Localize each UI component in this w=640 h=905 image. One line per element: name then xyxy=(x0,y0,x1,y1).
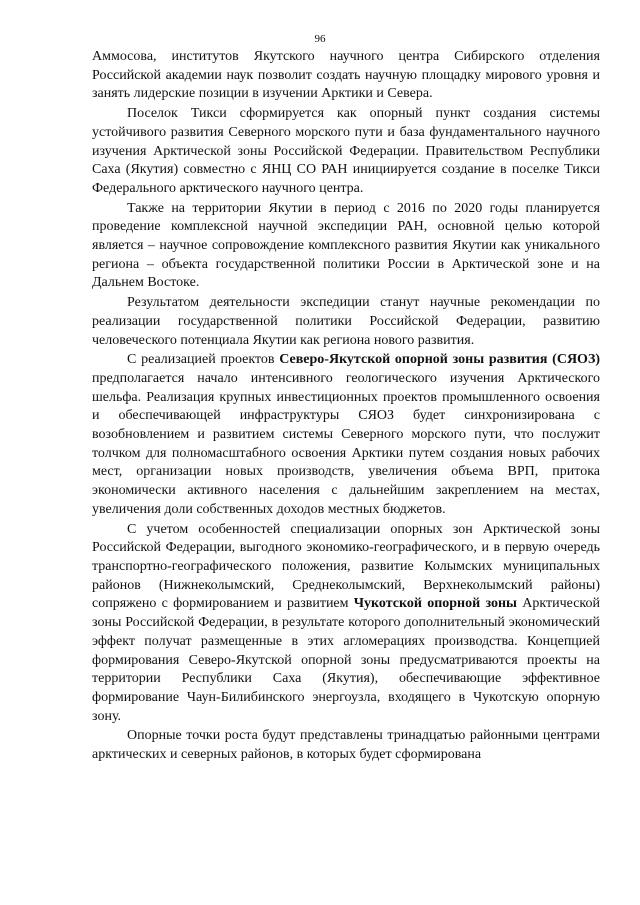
paragraph xyxy=(92,727,600,764)
text-run: С реализацией проектов xyxy=(127,352,280,368)
bold-term: Северо-Якутской опорной зоны развития (СЯОЗ) xyxy=(279,352,600,368)
page-number: 96 xyxy=(314,33,326,45)
text-run: Аммосова, институтов Якутского научного центра Сибирского отделения Российской академии наук позволит создать научную площадку мирового уровня и занять лидерские позиции в изучении Арктики и Севера. xyxy=(92,49,600,102)
text-run: Арктической зоны Российской Федерации, в результате которого дополнительный экономический эффект получат размещенные в этих агломерациях производства. Концепцией формирования Северо-Якутской опорной зоны предусматриваются проекты на территории Республики Саха (Якутия), обеспечивающие эффективное формирование Чаун-Билибинского энергоузла, входящего в Чукотскую опорную зону. xyxy=(92,596,600,724)
text-run: С учетом особенностей специализации опорных зон Арктической зоны Российской Федерации, выгодного экономико-географического, и в первую очередь транспортно-географического положения, развитие Колымских муниципальных районов (Нижнеколымский, Среднеколымский, Верхнеколымский районы) сопряжено с формированием и развитием xyxy=(92,521,600,612)
text-run: Также на территории Якутии в период с 2016 по 2020 годы планируется проведение комплексной научной экспедиции РАН, основной целью которой является – научное сопровождение комплексного развития Якутии как уникального региона – объекта государственной политики России в Арктической зоне и на Дальнем Востоке. xyxy=(92,200,600,291)
paragraph xyxy=(92,351,600,519)
text-run: Поселок Тикси сформируется как опорный пункт создания системы устойчивого развития Северного морского пути и база фундаментального научного изучения Арктической зоны Российской Федерации. Правительством Республики Саха (Якутия) совместно с ЯНЦ СО РАН инициируется создание в поселке Тикси Федерального арктического научного центра. xyxy=(92,106,600,196)
paragraph xyxy=(92,105,600,199)
paragraph xyxy=(92,521,600,727)
text-run: Опорные точки роста будут представлены тринадцатью районными центрами арктических и северных районов, в которых будет сформирована xyxy=(92,728,600,763)
body-text xyxy=(92,48,600,765)
bold-term: Чукотской опорной зоны xyxy=(353,596,517,612)
text-run: Результатом деятельности экспедиции станут научные рекомендации по реализации государственной политики Российской Федерации, развитию человеческого потенциала Якутии как региона нового развития. xyxy=(92,295,600,348)
paragraph xyxy=(92,294,600,350)
text-run: предполагается начало интенсивного геологического изучения Арктического шельфа. Реализация крупных инвестиционных проектов промышленного освоения и обеспечивающей инфраструктуры СЯОЗ будет синхронизирована с возобновлением и развитием системы Северного морского пути, что послужит толчком для полномасштабного освоения Арктики путем создания новых рабочих мест, организации новых производств, увеличения объема ВРП, притока экономически активного населения с дальнейшим закреплением на местах, увеличения доли собственных доходов местных бюджетов. xyxy=(92,370,600,517)
paragraph xyxy=(92,48,600,104)
paragraph xyxy=(92,200,600,294)
